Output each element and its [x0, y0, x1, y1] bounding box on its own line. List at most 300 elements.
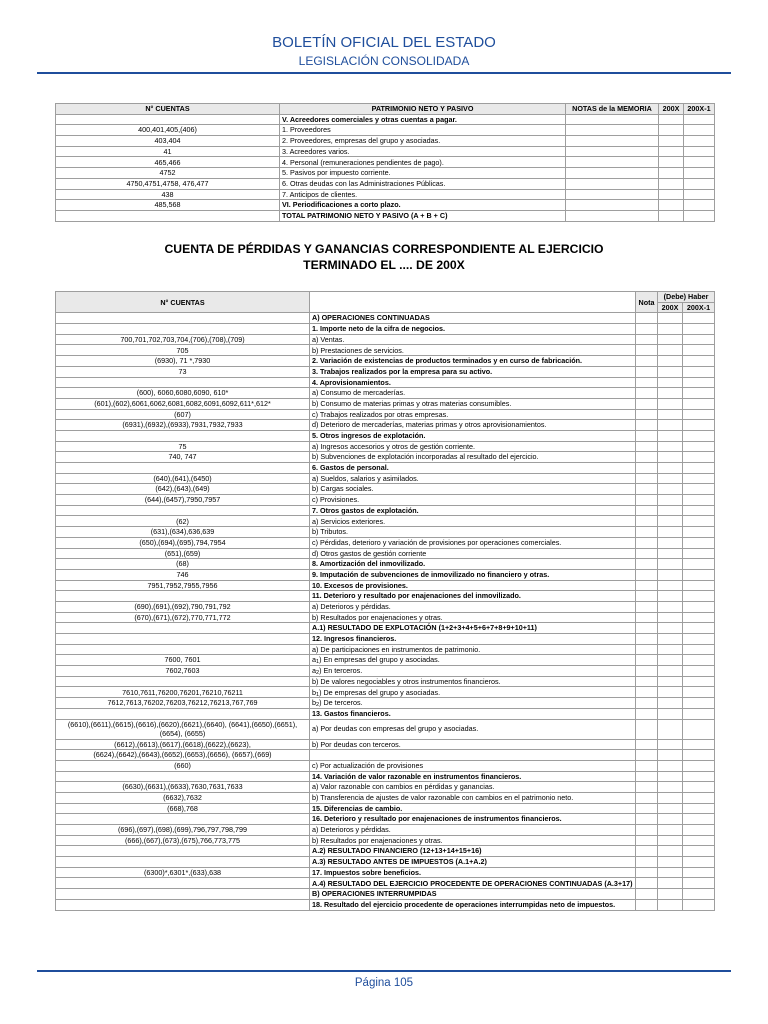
note-cell: [636, 313, 658, 324]
pyg-row: [56, 452, 715, 463]
note-cell: [636, 356, 658, 367]
pyg-row: [56, 377, 715, 388]
year-cell: [658, 634, 683, 645]
item-text: De terceros.: [323, 698, 363, 708]
note-cell: [636, 899, 658, 910]
year-cell: [659, 125, 684, 136]
account-codes: (668),768: [56, 803, 310, 814]
pyg-col-prev-year: 200X-1: [683, 302, 715, 313]
account-codes: [56, 846, 310, 857]
pyg-row: [56, 782, 715, 793]
year-cell: [658, 687, 683, 698]
notes-cell: [566, 146, 659, 157]
account-codes: 740, 747: [56, 452, 310, 463]
account-codes: 7951,7952,7955,7956: [56, 580, 310, 591]
note-cell: [636, 846, 658, 857]
line-item: b) Tributos.: [310, 527, 636, 538]
pyg-row: [56, 591, 715, 602]
year-cell: [658, 452, 683, 463]
line-item: c) Trabajos realizados por otras empresas.: [310, 409, 636, 420]
prev-year-cell: [683, 634, 715, 645]
year-cell: [658, 505, 683, 516]
prev-year-cell: [683, 377, 715, 388]
year-cell: [658, 484, 683, 495]
account-codes: [56, 505, 310, 516]
line-item: 12. Ingresos financieros.: [310, 634, 636, 645]
account-codes: 4750,4751,4758, 476,477: [56, 178, 280, 189]
note-cell: [636, 441, 658, 452]
account-codes: [56, 430, 310, 441]
year-cell: [658, 430, 683, 441]
line-item: 4. Personal (remuneraciones pendientes de pago).: [280, 157, 566, 168]
notes-cell: [566, 157, 659, 168]
year-cell: [658, 825, 683, 836]
year-cell: [658, 580, 683, 591]
account-codes: (650),(694),(695),794,7954: [56, 537, 310, 548]
year-cell: [658, 345, 683, 356]
balance-col-year: 200X: [659, 104, 684, 115]
note-cell: [636, 366, 658, 377]
pyg-row: [56, 666, 715, 677]
footer-rule: [37, 970, 731, 972]
pyg-row: [56, 559, 715, 570]
year-cell: [658, 591, 683, 602]
line-item: [310, 655, 636, 666]
note-cell: [636, 889, 658, 900]
note-cell: [636, 334, 658, 345]
year-cell: [659, 157, 684, 168]
year-cell: [658, 527, 683, 538]
prev-year-cell: [683, 559, 715, 570]
account-codes: (6930), 71 *,7930: [56, 356, 310, 367]
prev-year-cell: [684, 157, 715, 168]
pyg-row: [56, 356, 715, 367]
item-text: En empresas del grupo y asociadas.: [323, 655, 440, 665]
account-codes: [56, 634, 310, 645]
line-item: a) De participaciones en instrumentos de patrimonio.: [310, 644, 636, 655]
notes-cell: [566, 114, 659, 125]
note-cell: [636, 580, 658, 591]
pyg-row: [56, 814, 715, 825]
year-cell: [659, 114, 684, 125]
note-cell: [636, 591, 658, 602]
line-item: 8. Amortización del inmovilizado.: [310, 559, 636, 570]
pyg-row: [56, 345, 715, 356]
prev-year-cell: [683, 676, 715, 687]
note-cell: [636, 687, 658, 698]
year-cell: [658, 409, 683, 420]
account-codes: [56, 210, 280, 221]
pyg-row: [56, 601, 715, 612]
pyg-row: [56, 760, 715, 771]
note-cell: [636, 771, 658, 782]
pyg-row: [56, 889, 715, 900]
note-cell: [636, 655, 658, 666]
item-subscript: 1: [316, 691, 320, 698]
line-item: 13. Gastos financieros.: [310, 708, 636, 719]
year-cell: [658, 313, 683, 324]
account-codes: [56, 623, 310, 634]
prev-year-cell: [683, 398, 715, 409]
line-item: 11. Deterioro y resultado por enajenaciones del inmovilizado.: [310, 591, 636, 602]
line-item: c) Por actualización de provisiones: [310, 760, 636, 771]
line-item: a) Ingresos accesorios y otros de gestión corriente.: [310, 441, 636, 452]
document-header: [0, 34, 768, 69]
prev-year-cell: [683, 687, 715, 698]
prev-year-cell: [683, 644, 715, 655]
balance-row: [56, 157, 715, 168]
line-item: d) Deterioro de mercaderías, materias primas y otros aprovisionamientos.: [310, 420, 636, 431]
account-codes: (631),(634),636,639: [56, 527, 310, 538]
account-codes: (666),(667),(673),(675),766,773,775: [56, 835, 310, 846]
line-item: b) Resultados por enajenaciones y otras.: [310, 612, 636, 623]
pyg-col-description: [310, 292, 636, 313]
year-cell: [658, 388, 683, 399]
account-codes: (6931),(6932),(6933),7931,7932,7933: [56, 420, 310, 431]
account-codes: (642),(643),(649): [56, 484, 310, 495]
pyg-body: [56, 313, 715, 910]
prev-year-cell: [683, 760, 715, 771]
balance-col-patrimonio: PATRIMONIO NETO Y PASIVO: [280, 104, 566, 115]
pyg-row: [56, 899, 715, 910]
note-cell: [636, 825, 658, 836]
prev-year-cell: [683, 516, 715, 527]
note-cell: [636, 857, 658, 868]
account-codes: [56, 377, 310, 388]
note-cell: [636, 505, 658, 516]
notes-cell: [566, 168, 659, 179]
pyg-row: [56, 771, 715, 782]
account-codes: (601),(602),6061,6062,6081,6082,6091,6092,611*,612*: [56, 398, 310, 409]
line-item: 5. Otros ingresos de explotación.: [310, 430, 636, 441]
balance-row: [56, 200, 715, 211]
line-item: V. Acreedores comerciales y otras cuentas a pagar.: [280, 114, 566, 125]
year-cell: [658, 655, 683, 666]
prev-year-cell: [683, 484, 715, 495]
line-item: c) Pérdidas, deterioro y variación de provisiones por operaciones comerciales.: [310, 537, 636, 548]
note-cell: [636, 644, 658, 655]
pyg-row: [56, 846, 715, 857]
note-cell: [636, 676, 658, 687]
item-prefix: b: [312, 687, 316, 697]
note-cell: [636, 324, 658, 335]
year-cell: [658, 495, 683, 506]
year-cell: [658, 623, 683, 634]
prev-year-cell: [683, 655, 715, 666]
line-item: A.3) RESULTADO ANTES DE IMPUESTOS (A.1+A.2): [310, 857, 636, 868]
note-cell: [636, 345, 658, 356]
year-cell: [658, 676, 683, 687]
line-item: 17. Impuestos sobre beneficios.: [310, 867, 636, 878]
year-cell: [658, 420, 683, 431]
account-codes: 7600, 7601: [56, 655, 310, 666]
account-codes: [56, 708, 310, 719]
pyg-row: [56, 334, 715, 345]
account-codes: (6624),(6642),(6643),(6652),(6653),(6656), (6657),(669): [56, 750, 310, 761]
account-codes: (651),(659): [56, 548, 310, 559]
account-codes: 465,466: [56, 157, 280, 168]
balance-row: [56, 136, 715, 147]
prev-year-cell: [683, 825, 715, 836]
item-subscript: 2: [316, 702, 320, 709]
notes-cell: [566, 210, 659, 221]
note-cell: [636, 835, 658, 846]
prev-year-cell: [683, 313, 715, 324]
balance-row: [56, 189, 715, 200]
prev-year-cell: [684, 125, 715, 136]
year-cell: [658, 889, 683, 900]
pyg-row: [56, 655, 715, 666]
item-prefix: b: [312, 698, 316, 708]
item-subscript: 2: [316, 670, 320, 677]
account-codes: [56, 114, 280, 125]
pyg-row: [56, 388, 715, 399]
pyg-row: [56, 516, 715, 527]
account-codes: 485,568: [56, 200, 280, 211]
prev-year-cell: [683, 719, 715, 739]
prev-year-cell: [683, 409, 715, 420]
line-item: b) Prestaciones de servicios.: [310, 345, 636, 356]
pyg-row: [56, 719, 715, 739]
account-codes: (6612),(6613),(6617),(6618),(6622),(6623),: [56, 739, 310, 750]
account-codes: [56, 644, 310, 655]
line-item: a) Por deudas con empresas del grupo y asociadas.: [310, 719, 636, 739]
account-codes: [56, 814, 310, 825]
note-cell: [636, 409, 658, 420]
pyg-header-row: [56, 292, 715, 303]
year-cell: [658, 878, 683, 889]
note-cell: [636, 803, 658, 814]
year-cell: [658, 750, 683, 761]
prev-year-cell: [683, 792, 715, 803]
year-cell: [658, 739, 683, 750]
year-cell: [658, 719, 683, 739]
notes-cell: [566, 200, 659, 211]
prev-year-cell: [684, 200, 715, 211]
balance-row: [56, 114, 715, 125]
pyg-row: [56, 473, 715, 484]
prev-year-cell: [683, 739, 715, 750]
prev-year-cell: [684, 168, 715, 179]
note-cell: [636, 634, 658, 645]
line-item: b) De valores negociables y otros instrumentos financieros.: [310, 676, 636, 687]
line-item: b) Cargas sociales.: [310, 484, 636, 495]
prev-year-cell: [683, 867, 715, 878]
year-cell: [658, 366, 683, 377]
note-cell: [636, 601, 658, 612]
line-item: a) Servicios exteriores.: [310, 516, 636, 527]
note-cell: [636, 814, 658, 825]
pyg-row: [56, 623, 715, 634]
header-rule: [37, 72, 731, 74]
note-cell: [636, 516, 658, 527]
pyg-row: [56, 313, 715, 324]
prev-year-cell: [683, 666, 715, 677]
pyg-row: [56, 792, 715, 803]
pyg-row: [56, 484, 715, 495]
prev-year-cell: [683, 899, 715, 910]
pyg-row: [56, 644, 715, 655]
note-cell: [636, 739, 658, 750]
year-cell: [659, 146, 684, 157]
notes-cell: [566, 178, 659, 189]
prev-year-cell: [683, 366, 715, 377]
year-cell: [658, 377, 683, 388]
note-cell: [636, 398, 658, 409]
year-cell: [658, 867, 683, 878]
line-item: b) Transferencia de ajustes de valor razonable con cambios en el patrimonio neto.: [310, 792, 636, 803]
pyg-row: [56, 366, 715, 377]
line-item: [310, 750, 636, 761]
line-item: a) Ventas.: [310, 334, 636, 345]
year-cell: [658, 601, 683, 612]
balance-table: [55, 103, 715, 222]
item-text: De empresas del grupo y asociadas.: [323, 687, 441, 697]
account-codes: (696),(697),(698),(699),796,797,798,799: [56, 825, 310, 836]
account-codes: (6630),(6631),(6633),7630,7631,7633: [56, 782, 310, 793]
line-item: b) Resultados por enajenaciones y otras.: [310, 835, 636, 846]
balance-row: [56, 125, 715, 136]
item-prefix: a: [312, 666, 316, 676]
notes-cell: [566, 136, 659, 147]
year-cell: [659, 210, 684, 221]
account-codes: [56, 771, 310, 782]
note-cell: [636, 623, 658, 634]
note-cell: [636, 719, 658, 739]
line-item: TOTAL PATRIMONIO NETO Y PASIVO (A + B + C): [280, 210, 566, 221]
prev-year-cell: [683, 835, 715, 846]
balance-row: [56, 178, 715, 189]
line-item: 18. Resultado del ejercicio procedente de operaciones interrumpidas neto de impuestos.: [310, 899, 636, 910]
account-codes: 7610,7611,76200,76201,76210,76211: [56, 687, 310, 698]
year-cell: [658, 792, 683, 803]
year-cell: [658, 612, 683, 623]
line-item: 6. Otras deudas con las Administraciones Públicas.: [280, 178, 566, 189]
balance-row: [56, 168, 715, 179]
prev-year-cell: [684, 146, 715, 157]
pyg-row: [56, 803, 715, 814]
note-cell: [636, 760, 658, 771]
account-codes: 705: [56, 345, 310, 356]
account-codes: 4752: [56, 168, 280, 179]
balance-header-row: [56, 104, 715, 115]
line-item: 10. Excesos de provisiones.: [310, 580, 636, 591]
account-codes: (644),(6457),7950,7957: [56, 495, 310, 506]
line-item: 1. Proveedores: [280, 125, 566, 136]
prev-year-cell: [683, 441, 715, 452]
prev-year-cell: [683, 505, 715, 516]
line-item: a) Deterioros y pérdidas.: [310, 601, 636, 612]
line-item: 5. Pasivos por impuesto corriente.: [280, 168, 566, 179]
note-cell: [636, 867, 658, 878]
line-item: c) Provisiones.: [310, 495, 636, 506]
note-cell: [636, 484, 658, 495]
pyg-col-nota: Nota: [636, 292, 658, 313]
year-cell: [658, 760, 683, 771]
pyg-row: [56, 739, 715, 750]
year-cell: [658, 559, 683, 570]
year-cell: [658, 548, 683, 559]
note-cell: [636, 698, 658, 709]
year-cell: [658, 708, 683, 719]
prev-year-cell: [683, 591, 715, 602]
note-cell: [636, 388, 658, 399]
pyg-row: [56, 698, 715, 709]
account-codes: [56, 463, 310, 474]
account-codes: (68): [56, 559, 310, 570]
header-title: BOLETÍN OFICIAL DEL ESTADO: [272, 34, 496, 51]
pyg-row: [56, 398, 715, 409]
year-cell: [658, 846, 683, 857]
prev-year-cell: [683, 388, 715, 399]
prev-year-cell: [683, 623, 715, 634]
prev-year-cell: [684, 210, 715, 221]
line-item: 6. Gastos de personal.: [310, 463, 636, 474]
note-cell: [636, 430, 658, 441]
pyg-row: [56, 420, 715, 431]
prev-year-cell: [684, 189, 715, 200]
year-cell: [658, 857, 683, 868]
pyg-row: [56, 569, 715, 580]
section-title: CUENTA DE PÉRDIDAS Y GANANCIAS CORRESPONDIENTE AL EJERCICIO TERMINADO EL .... DE 200X: [164, 242, 604, 272]
note-cell: [636, 495, 658, 506]
pyg-row: [56, 867, 715, 878]
account-codes: (6610),(6611),(6615),(6616),(6620),(6621),(6640), (6641),(6650),(6651),(6654), (6655): [56, 719, 310, 739]
note-cell: [636, 559, 658, 570]
account-codes: 41: [56, 146, 280, 157]
note-cell: [636, 420, 658, 431]
year-cell: [659, 136, 684, 147]
year-cell: [658, 334, 683, 345]
note-cell: [636, 527, 658, 538]
pyg-row: [56, 857, 715, 868]
prev-year-cell: [683, 803, 715, 814]
year-cell: [659, 189, 684, 200]
line-item: 16. Deterioro y resultado por enajenaciones de instrumentos financieros.: [310, 814, 636, 825]
notes-cell: [566, 189, 659, 200]
pyg-row: [56, 463, 715, 474]
line-item: b) Subvenciones de explotación incorporadas al resultado del ejercicio.: [310, 452, 636, 463]
note-cell: [636, 666, 658, 677]
year-cell: [658, 803, 683, 814]
prev-year-cell: [683, 345, 715, 356]
prev-year-cell: [683, 495, 715, 506]
account-codes: [56, 591, 310, 602]
account-codes: (640),(641),(6450): [56, 473, 310, 484]
note-cell: [636, 708, 658, 719]
prev-year-cell: [683, 814, 715, 825]
account-codes: (6300)*,6301*,(633),638: [56, 867, 310, 878]
pyg-col-debe-haber: (Debe) Haber: [658, 292, 715, 303]
note-cell: [636, 569, 658, 580]
prev-year-cell: [684, 114, 715, 125]
item-paren: ): [319, 687, 324, 697]
year-cell: [658, 899, 683, 910]
year-cell: [658, 516, 683, 527]
line-item: B) OPERACIONES INTERRUMPIDAS: [310, 889, 636, 900]
line-item: a) Sueldos, salarios y asimilados.: [310, 473, 636, 484]
year-cell: [658, 666, 683, 677]
pyg-col-year: 200X: [658, 302, 683, 313]
line-item: a) Valor razonable con cambios en pérdidas y ganancias.: [310, 782, 636, 793]
note-cell: [636, 377, 658, 388]
prev-year-cell: [683, 771, 715, 782]
prev-year-cell: [683, 463, 715, 474]
pyg-row: [56, 537, 715, 548]
prev-year-cell: [684, 178, 715, 189]
note-cell: [636, 782, 658, 793]
item-prefix: a: [312, 655, 316, 665]
